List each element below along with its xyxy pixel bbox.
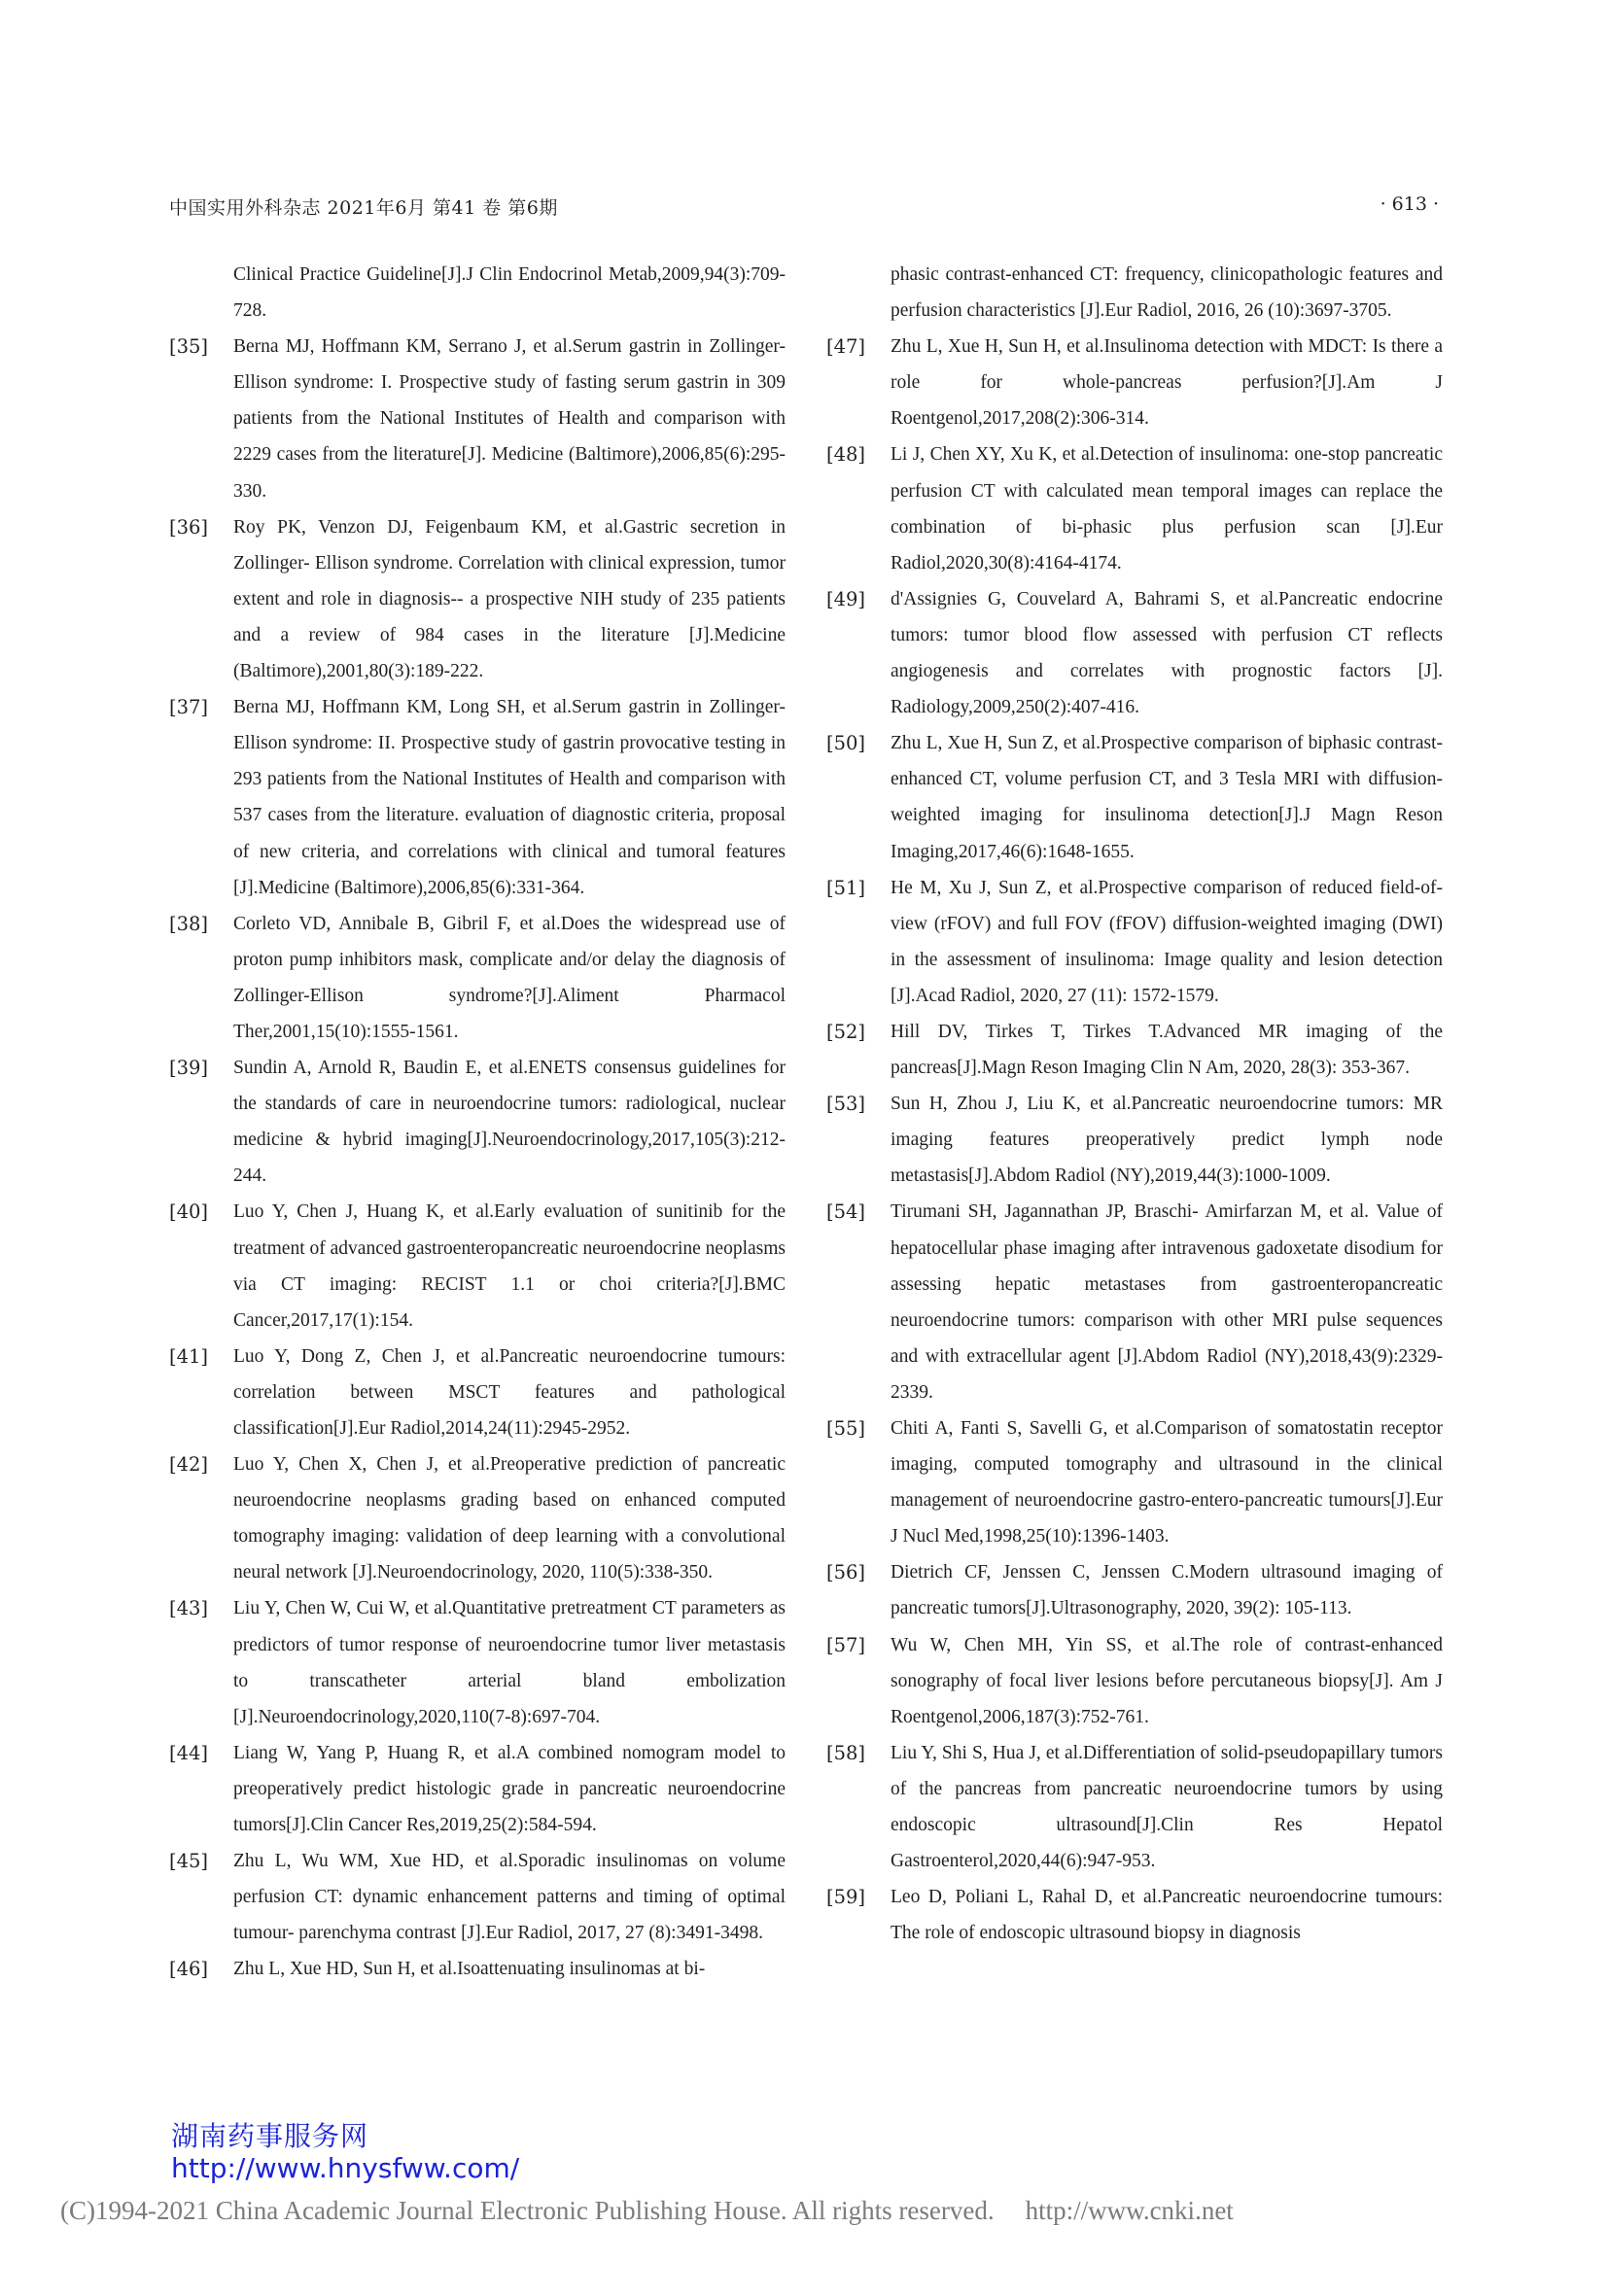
reference-number: [36]: [169, 515, 209, 539]
reference-number: [48]: [826, 443, 866, 467]
page-number: · 613 ·: [1380, 193, 1439, 215]
reference-item: [169, 1339, 786, 1446]
reference-item: [169, 509, 786, 689]
reference-number: [44]: [169, 1741, 209, 1764]
reference-number: [41]: [169, 1344, 209, 1368]
reference-item: [826, 1014, 1443, 1086]
reference-text: Dietrich CF, Jenssen C, Jenssen C.Modern ultrasound imaging of pancreatic tumors[J].Ultrasonography, 2020, 39(2): 105-113.: [891, 1562, 1443, 1619]
reference-text: Leo D, Poliani L, Rahal D, et al.Pancreatic neuroendocrine tumours: The role of endoscopic ultrasound biopsy in diagnosis: [891, 1887, 1443, 1944]
reference-item: [826, 1194, 1443, 1410]
reference-item: [169, 906, 786, 1050]
reference-text: Corleto VD, Annibale B, Gibril F, et al.Does the widespread use of proton pump inhibitors mask, complicate and/or delay the diagnosis of Zollinger-Ellison syndrome?[J].Aliment Pharmacol Ther,2001,15(10):1555-1561.: [233, 913, 786, 1042]
reference-text: Luo Y, Chen J, Huang K, et al.Early evaluation of sunitinib for the treatment of advanced gastroenteropancreatic neuroendocrine neoplasms via CT imaging: RECIST 1.1 or choi criteria?[J].BMC Cancer,2017,17(1):154.: [233, 1201, 786, 1331]
reference-item: [169, 1590, 786, 1734]
reference-text: Tirumani SH, Jagannathan JP, Braschi- Amirfarzan M, et al. Value of hepatocellular phase imaging after intravenous gadoxetate disodium for assessing hepatic metastases from gastroenteropancreatic neuroendocrine tumors: comparison with other MRI pulse sequences and with extracellular agent [J].Abdom Radiol (NY),2018,43(9):2329-2339.: [891, 1201, 1443, 1403]
reference-item: [169, 1735, 786, 1843]
reference-text: Liang W, Yang P, Huang R, et al.A combined nomogram model to preoperatively predict histologic grade in pancreatic neuroendocrine tumors[J].Clin Cancer Res,2019,25(2):584-594.: [233, 1742, 786, 1836]
reference-number: [57]: [826, 1633, 866, 1656]
reference-number: [46]: [169, 1958, 209, 1981]
reference-item: [826, 725, 1443, 869]
reference-item: [169, 329, 786, 508]
reference-continuation: phasic contrast-enhanced CT: frequency, clinicopathologic features and perfusion characteristics [J].Eur Radiol, 2016, 26 (10):3697-3705.: [891, 264, 1443, 322]
reference-number: [59]: [826, 1886, 866, 1909]
reference-text: He M, Xu J, Sun Z, et al.Prospective comparison of reduced field-of-view (rFOV) and full FOV (fFOV) diffusion-weighted imaging (DWI) in the assessment of insulinoma: Image quality and lesion detection [J].Acad Radiol, 2020, 27 (11): 1572-1579.: [891, 877, 1443, 1006]
journal-header: 中国实用外科杂志 2021年6月 第41 卷 第6期: [169, 197, 558, 219]
reference-item: [169, 1843, 786, 1951]
reference-text: Wu W, Chen MH, Yin SS, et al.The role of contrast-enhanced sonography of focal liver lesions before percutaneous biopsy[J]. Am J Roentgenol,2006,187(3):752-761.: [891, 1634, 1443, 1727]
watermark-url[interactable]: http://www.hnysfww.com/: [171, 2152, 520, 2184]
reference-number: [39]: [169, 1057, 209, 1080]
running-header: [169, 193, 1439, 223]
reference-text: Zhu L, Xue H, Sun Z, et al.Prospective comparison of biphasic contrast-enhanced CT, volume perfusion CT, and 3 Tesla MRI with diffusion-weighted imaging for insulinoma detection[J].J Magn Reson Imaging,2017,46(6):1648-1655.: [891, 733, 1443, 862]
reference-text: Luo Y, Chen X, Chen J, et al.Preoperative prediction of pancreatic neuroendocrine neoplasms grading based on enhanced computed tomography imaging: validation of deep learning with a convolutional neural network [J].Neuroendocrinology, 2020, 110(5):338-350.: [233, 1454, 786, 1583]
copyright-text: (C)1994-2021 China Academic Journal Electronic Publishing House. All rights reserved.: [60, 2196, 995, 2225]
reference-text: Liu Y, Chen W, Cui W, et al.Quantitative pretreatment CT parameters as predictors of tumor response of neuroendocrine tumor liver metastasis to transcatheter arterial bland embolization [J].Neuroendocrinology,2020,110(7-8):697-704.: [233, 1598, 786, 1727]
reference-number: [54]: [826, 1200, 866, 1224]
reference-text: Berna MJ, Hoffmann KM, Serrano J, et al.Serum gastrin in Zollinger-Ellison syndrome: I. Prospective study of fasting serum gastrin in 309 patients from the National Institutes of Health and comparison with 2229 cases from the literature[J]. Medicine (Baltimore),2006,85(6):295-330.: [233, 336, 786, 502]
reference-item: [826, 1627, 1443, 1735]
reference-number: [49]: [826, 587, 866, 610]
reference-text: Zhu L, Xue H, Sun H, et al.Insulinoma detection with MDCT: Is there a role for whole-pancreas perfusion?[J].Am J Roentgenol,2017,208(2):306-314.: [891, 336, 1443, 430]
reference-number: [53]: [826, 1093, 866, 1116]
reference-item: [169, 1050, 786, 1194]
reference-text: Chiti A, Fanti S, Savelli G, et al.Comparison of somatostatin receptor imaging, computed tomography and ultrasound in the clinical management of neuroendocrine gastro-entero-pancreatic tumours[J].Eur J Nucl Med,1998,25(10):1396-1403.: [891, 1418, 1443, 1548]
reference-number: [37]: [169, 696, 209, 719]
left-column: [169, 257, 786, 1988]
reference-number: [43]: [169, 1597, 209, 1620]
reference-text: Zhu L, Wu WM, Xue HD, et al.Sporadic insulinomas on volume perfusion CT: dynamic enhancement patterns and timing of optimal tumour- parenchyma contrast [J].Eur Radiol, 2017, 27 (8):3491-3498.: [233, 1851, 786, 1944]
reference-number: [50]: [826, 732, 866, 755]
reference-item: [169, 1446, 786, 1590]
reference-text: Berna MJ, Hoffmann KM, Long SH, et al.Serum gastrin in Zollinger- Ellison syndrome: II. Prospective study of gastrin provocative testing in 293 patients from the National Institutes of Health and comparison with 537 cases from the literature. evaluation of diagnostic criteria, proposal of new criteria, and correlations with clinical and tumoral features [J].Medicine (Baltimore),2006,85(6):331-364.: [233, 697, 786, 898]
reference-text: Li J, Chen XY, Xu K, et al.Detection of insulinoma: one-stop pancreatic perfusion CT with calculated mean temporal images can replace the combination of bi-phasic plus perfusion scan [J].Eur Radiol,2020,30(8):4164-4174.: [891, 444, 1443, 574]
reference-number: [45]: [169, 1850, 209, 1873]
reference-item: [826, 1735, 1443, 1879]
reference-number: [47]: [826, 335, 866, 359]
reference-text: Luo Y, Dong Z, Chen J, et al.Pancreatic neuroendocrine tumours: correlation between MSCT features and pathological classification[J].Eur Radiol,2014,24(11):2945-2952.: [233, 1345, 786, 1439]
reference-text: Sun H, Zhou J, Liu K, et al.Pancreatic neuroendocrine tumors: MR imaging features preoperatively predict lymph node metastasis[J].Abdom Radiol (NY),2019,44(3):1000-1009.: [891, 1094, 1443, 1187]
reference-number: [52]: [826, 1020, 866, 1043]
reference-item: [826, 870, 1443, 1014]
reference-item: [826, 1554, 1443, 1626]
reference-text: Roy PK, Venzon DJ, Feigenbaum KM, et al.Gastric secretion in Zollinger- Ellison syndrome. Correlation with clinical expression, tumor extent and role in diagnosis-- a prospective NIH study of 235 patients and a review of 984 cases in the literature [J].Medicine (Baltimore),2001,80(3):189-222.: [233, 516, 786, 682]
reference-item: [826, 581, 1443, 725]
reference-number: [35]: [169, 335, 209, 359]
reference-item: [826, 436, 1443, 580]
reference-item: [169, 689, 786, 906]
reference-number: [56]: [826, 1561, 866, 1584]
reference-number: [51]: [826, 876, 866, 899]
reference-text: d'Assignies G, Couvelard A, Bahrami S, et al.Pancreatic endocrine tumors: tumor blood flow assessed with perfusion CT reflects angiogenesis and correlates with prognostic factors [J]. Radiology,2009,250(2):407-416.: [891, 588, 1443, 718]
reference-item: [826, 1086, 1443, 1194]
reference-item: [826, 1879, 1443, 1951]
copyright-footer: [60, 2196, 1234, 2226]
reference-item: [169, 1951, 786, 1987]
reference-text: Zhu L, Xue HD, Sun H, et al.Isoattenuating insulinomas at bi-: [233, 1959, 706, 1980]
reference-item: [826, 1410, 1443, 1554]
reference-continuation: Clinical Practice Guideline[J].J Clin Endocrinol Metab,2009,94(3):709-728.: [233, 264, 786, 322]
cnki-link[interactable]: http://www.cnki.net: [1025, 2196, 1234, 2225]
reference-number: [42]: [169, 1453, 209, 1477]
reference-item: [826, 329, 1443, 436]
reference-text: Hill DV, Tirkes T, Tirkes T.Advanced MR imaging of the pancreas[J].Magn Reson Imaging Clin N Am, 2020, 28(3): 353-367.: [891, 1021, 1443, 1079]
reference-number: [38]: [169, 912, 209, 935]
watermark-site-name: 湖南药事服务网: [171, 2120, 369, 2152]
reference-text: Sundin A, Arnold R, Baudin E, et al.ENETS consensus guidelines for the standards of care in neuroendocrine tumors: radiological, nuclear medicine & hybrid imaging[J].Neuroendocrinology,2017,105(3):212-244.: [233, 1058, 786, 1187]
reference-item: [169, 1194, 786, 1338]
reference-number: [55]: [826, 1417, 866, 1440]
right-column: [826, 257, 1443, 1951]
reference-number: [58]: [826, 1741, 866, 1764]
reference-text: Liu Y, Shi S, Hua J, et al.Differentiation of solid-pseudopapillary tumors of the pancreas from pancreatic neuroendocrine tumors by using endoscopic ultrasound[J].Clin Res Hepatol Gastroenterol,2020,44(6):947-953.: [891, 1742, 1443, 1872]
reference-number: [40]: [169, 1200, 209, 1224]
